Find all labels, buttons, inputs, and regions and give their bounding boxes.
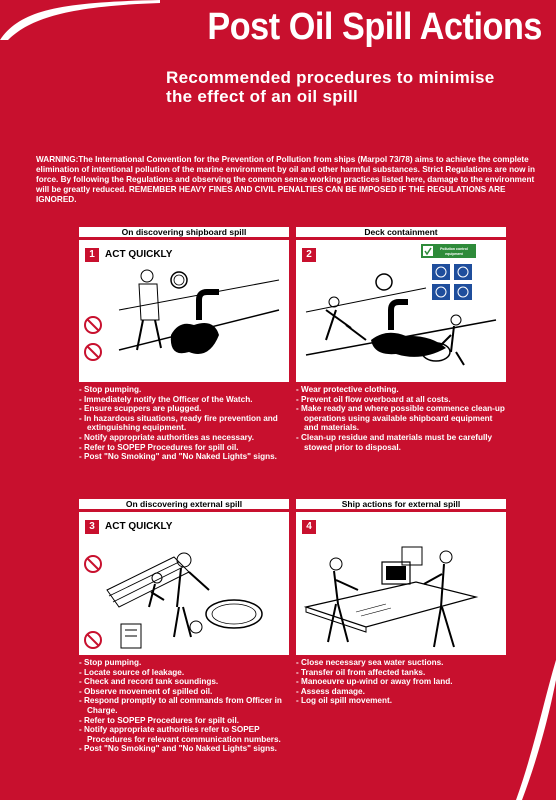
list-item: - Stop pumping. <box>79 385 142 394</box>
panel-illustration <box>296 512 506 655</box>
subtitle-line-1: Recommended procedures to minimise <box>166 68 495 87</box>
list-item: - Immediately notify the Officer of the Watch. <box>79 394 253 404</box>
list-item: - Wear protective clothing. <box>296 385 399 394</box>
panel-ship-actions <box>296 499 506 706</box>
list-item: - Refer to SOPEP Procedures for spill oil. <box>79 442 239 452</box>
warning-text: WARNING:The International Convention for the Prevention of Pollution from ships (Marpol 73/78) aims to achieve the complete elimination of intentional pollution of the marine environment by oil and other harmful substances. Strict Regulations are now in force. By following the Regulations and observing the common sense working practices listed here, damage to the environment will be greatly reduced. REMEMBER HEAVY FINES AND CIVIL PENALTIES CAN BE IMPOSED IF THE REGULATIONS ARE IGNORED. <box>36 155 536 204</box>
shipboard-spill-illustration <box>79 240 289 382</box>
panel-illustration <box>79 240 289 382</box>
panel-header: On discovering external spill <box>79 499 289 509</box>
list-item: - Close necessary sea water suctions. <box>296 658 444 667</box>
panel-external-spill <box>79 499 289 754</box>
list-item: - Assess damage. <box>296 686 365 696</box>
panel-header: Deck containment <box>296 227 506 237</box>
list-item: - Refer to SOPEP Procedures for spilt oil. <box>79 715 239 725</box>
sign-label: Pollution control <box>440 247 468 251</box>
list-item: - Notify appropriate authorities refer to SOPEP Procedures for relevant communication numbers. <box>79 725 281 744</box>
list-item: - Post "No Smoking" and "No Naked Lights" signs. <box>79 452 277 462</box>
bullet-list <box>79 385 289 462</box>
list-item: - Respond promptly to all commands from Officer in Charge. <box>79 696 282 715</box>
bullet-list <box>296 385 506 452</box>
external-spill-illustration <box>79 512 289 655</box>
list-item: - Post "No Smoking" and "No Naked Lights" signs. <box>79 744 277 754</box>
panel-illustration <box>296 240 506 382</box>
list-item: - Clean-up residue and materials must be carefully stowed prior to disposal. <box>296 432 493 452</box>
list-item: - Log oil spill movement. <box>296 696 392 706</box>
act-quickly-label: ACT QUICKLY <box>105 521 173 532</box>
step-number-badge: 4 <box>302 520 316 534</box>
panel-header: Ship actions for external spill <box>296 499 506 509</box>
list-item: - In hazardous situations, ready fire prevention and extinguishing equipment. <box>79 413 278 433</box>
subtitle <box>166 68 495 106</box>
list-item: - Locate source of leakage. <box>79 667 185 677</box>
list-item: - Prevent oil flow overboard at all costs. <box>296 394 451 404</box>
step-number-badge: 3 <box>85 520 99 534</box>
panel-deck-containment <box>296 227 506 452</box>
list-item: - Manoeuvre up-wind or away from land. <box>296 677 453 687</box>
list-item: - Transfer oil from affected tanks. <box>296 667 426 677</box>
swoosh-decoration-bottom <box>496 660 556 800</box>
step-number-badge: 1 <box>85 248 99 262</box>
page-title: Post Oil Spill Actions <box>207 6 542 48</box>
bullet-list <box>79 658 289 754</box>
list-item: - Check and record tank soundings. <box>79 677 219 687</box>
ship-actions-illustration <box>296 512 506 655</box>
subtitle-line-2: the effect of an oil spill <box>166 87 358 106</box>
bullet-list <box>296 658 506 706</box>
list-item: - Make ready and where possible commence clean-up operations using available shipboard equipment and materials. <box>296 404 505 433</box>
list-item: - Stop pumping. <box>79 658 142 667</box>
list-item: - Notify appropriate authorities as necessary. <box>79 432 255 442</box>
panel-header: On discovering shipboard spill <box>79 227 289 237</box>
act-quickly-label: ACT QUICKLY <box>105 249 173 260</box>
panel-shipboard-spill <box>79 227 289 462</box>
deck-containment-illustration <box>296 240 506 382</box>
list-item: - Ensure scuppers are plugged. <box>79 404 202 414</box>
step-number-badge: 2 <box>302 248 316 262</box>
list-item: - Observe movement of spilled oil. <box>79 686 213 696</box>
panel-illustration <box>79 512 289 655</box>
svg-text:equipment: equipment <box>445 252 463 256</box>
